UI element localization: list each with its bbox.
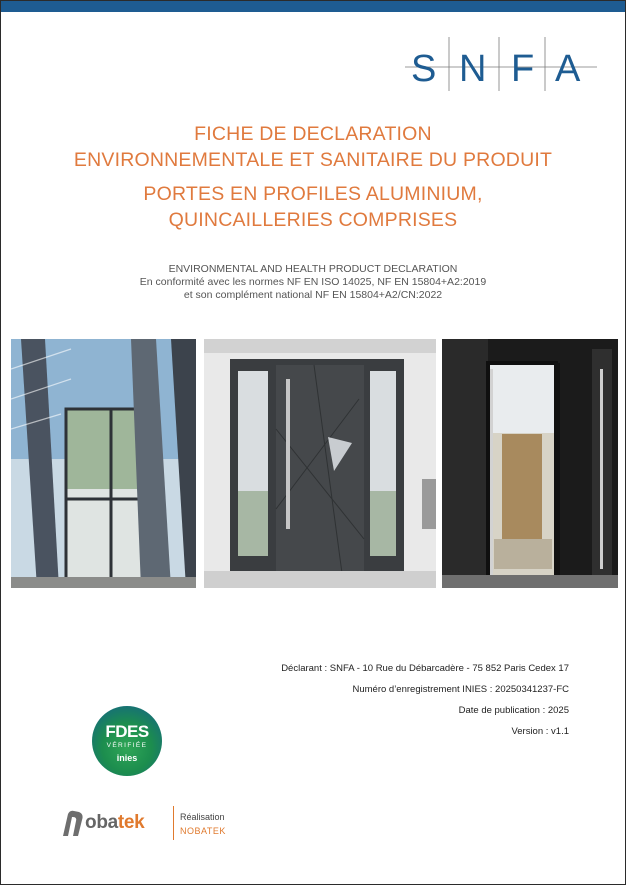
- registration-number: Numéro d’enregistrement INIES : 20250341237-FC: [352, 684, 569, 695]
- declarant-line: Déclarant : SNFA - 10 Rue du Débarcadère - 75 852 Paris Cedex 17: [281, 663, 569, 674]
- nobatek-wordmark-ba: ba: [96, 812, 118, 833]
- declaration-info: [281, 658, 569, 742]
- nobatek-logo: [61, 804, 261, 844]
- nobatek-wordmark-o: o: [85, 812, 97, 833]
- publication-date: Date de publication : 2025: [458, 705, 569, 716]
- title-block: [1, 121, 625, 233]
- subtitle-line-3: et son complément national NF EN 15804+A2/CN:2022: [183, 289, 443, 301]
- badge-title: FDES: [105, 722, 149, 741]
- realisation-label: Réalisation: [180, 812, 225, 822]
- nobatek-n-icon: [61, 808, 85, 838]
- realisation-name: NOBATEK: [180, 826, 226, 836]
- photo-black-glass-door: [442, 339, 618, 588]
- nobatek-wordmark-tek: tek: [117, 812, 145, 833]
- logo-letter-s: S: [411, 48, 437, 90]
- title-line-2: ENVIRONNEMENTALE ET SANITAIRE DU PRODUIT: [73, 149, 553, 171]
- logo-letter-f: F: [511, 48, 535, 90]
- photo-grey-front-door: [204, 339, 436, 588]
- logo-letter-n: N: [459, 48, 487, 90]
- photo-glass-entrance: [11, 339, 196, 588]
- product-title-line-2: QUINCAILLERIES COMPRISES: [168, 209, 458, 231]
- version-label: Version : v1.1: [511, 726, 569, 737]
- subtitle-line-2: En conformité avec les normes NF EN ISO 14025, NF EN 15804+A2:2019: [139, 276, 487, 288]
- fdes-verified-badge: [92, 706, 162, 776]
- badge-brand: inies: [116, 753, 138, 763]
- nobatek-separator: [173, 806, 174, 840]
- title-line-1: FICHE DE DECLARATION: [194, 123, 432, 145]
- subtitle-line-1: ENVIRONMENTAL AND HEALTH PRODUCT DECLARATION: [168, 263, 458, 275]
- product-title-line-1: PORTES EN PROFILES ALUMINIUM,: [143, 183, 483, 205]
- subtitle-block: [1, 263, 625, 302]
- logo-letter-a: A: [555, 48, 581, 90]
- badge-verified: VÉRIFIÉE: [106, 742, 148, 749]
- snfa-logo: [401, 31, 601, 97]
- top-accent-bar: [1, 1, 625, 12]
